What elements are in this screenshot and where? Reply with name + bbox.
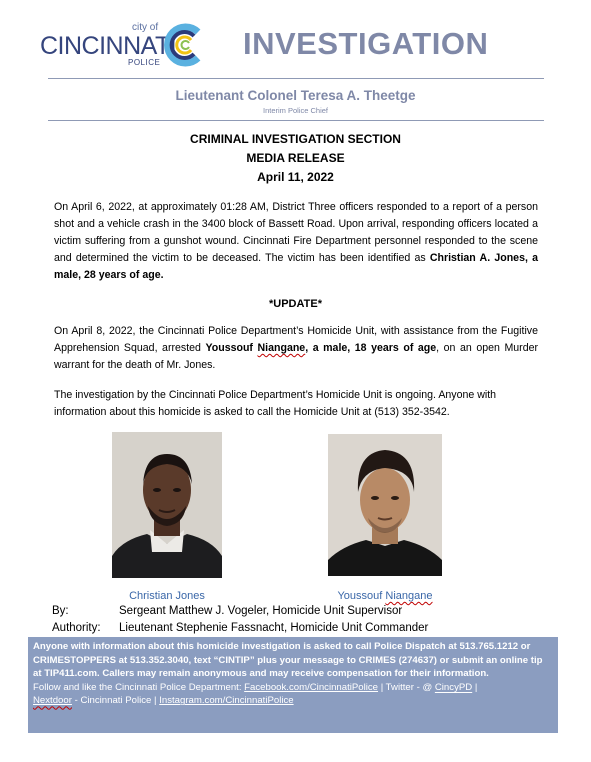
victim-caption: Christian Jones: [129, 590, 205, 602]
facebook-link[interactable]: Facebook.com/CincinnatiPolice: [244, 681, 379, 693]
tip-instructions: Anyone with information about this homicide investigation is asked to call Police Dispatch at 513.765.1212 or CRIMESTOPPERS at 513.352.3040, text “CINTIP” plus your message to CRIMES (274637) or submit an online tip at TIP411.com. Callers may remain anonymous and may receive compensation for their information.: [33, 641, 543, 680]
twitter-prefix: | Twitter - @: [378, 681, 435, 693]
letterhead: [0, 0, 591, 80]
social-links: [33, 681, 553, 708]
suspect-photo: [328, 434, 442, 576]
arrest-text-a: On April 8, 2022, the Cincinnati Police Department’s Homicide Unit, with assistance from the Fugitive Apprehension Squad, arrested: [54, 325, 538, 354]
by-value: Sergeant Matthew J. Vogeler, Homicide Unit Supervisor: [119, 605, 403, 617]
suspect-caption-last: Niangane: [385, 590, 433, 602]
authority-value: Lieutenant Stephenie Fassnacht, Homicide Unit Commander: [119, 622, 429, 634]
victim-photo: [112, 432, 222, 578]
victim-identity: Christian A. Jones, a male, 28 years of age.: [54, 252, 538, 281]
arrest-paragraph: [54, 323, 538, 374]
incident-paragraph: [54, 199, 538, 284]
suspect-last-name: Niangane: [257, 342, 306, 354]
by-label: By:: [52, 605, 69, 617]
header-divider-bottom: [48, 120, 544, 121]
link-separator: |: [472, 681, 478, 693]
cincinnati-police-logo: [40, 22, 210, 72]
authority-label: Authority:: [52, 622, 101, 634]
nextdoor-link[interactable]: [33, 695, 72, 706]
suspect-caption-first: Youssouf: [337, 590, 386, 602]
chief-name: Lieutenant Colonel Teresa A. Theetge: [175, 88, 416, 103]
tip-footer: [28, 637, 558, 733]
release-type: MEDIA RELEASE: [246, 151, 345, 165]
instagram-link[interactable]: Instagram.com/CincinnatiPolice: [159, 695, 294, 707]
logo-police: POLICE: [128, 58, 161, 67]
header-divider-top: [48, 78, 544, 79]
logo-name: CINCINNATI: [40, 32, 177, 60]
follow-text: Follow and like the Cincinnati Police Department:: [33, 681, 245, 693]
suspect-details: , a male, 18 years of age: [305, 342, 437, 354]
ongoing-paragraph: The investigation by the Cincinnati Police Department’s Homicide Unit is ongoing. Anyone with information about this homicide is asked to call the Homicide Unit at (513) 352-3542.: [54, 389, 497, 418]
nextdoor-suffix: - Cincinnati Police |: [71, 695, 160, 707]
nextdoor-name: Nextdoor: [33, 695, 72, 707]
incident-text: On April 6, 2022, at approximately 01:28 AM, District Three officers responded to a report of a person shot and a vehicle crash in the 3400 block of Bassett Road. Upon arrival, responding officers located a victim suffering from a gunshot wound. Cincinnati Fire Department personnel responded to the scene and determined the victim to be deceased. The victim has been identified as: [54, 201, 538, 264]
section-heading: CRIMINAL INVESTIGATION SECTION: [190, 132, 401, 146]
update-heading: *UPDATE*: [269, 298, 322, 310]
suspect-caption: [318, 590, 452, 602]
suspect-first-name: Youssouf: [205, 342, 258, 354]
page-title: INVESTIGATION: [243, 26, 489, 61]
cincinnati-c-logo-icon: [160, 22, 208, 68]
chief-title: Interim Police Chief: [262, 106, 329, 115]
twitter-link[interactable]: CincyPD: [434, 681, 473, 693]
logo-city-of: city of: [132, 22, 159, 33]
arrest-text-b: , on an open Murder warrant for the death of Mr. Jones.: [54, 342, 539, 371]
release-date: April 11, 2022: [257, 170, 334, 184]
